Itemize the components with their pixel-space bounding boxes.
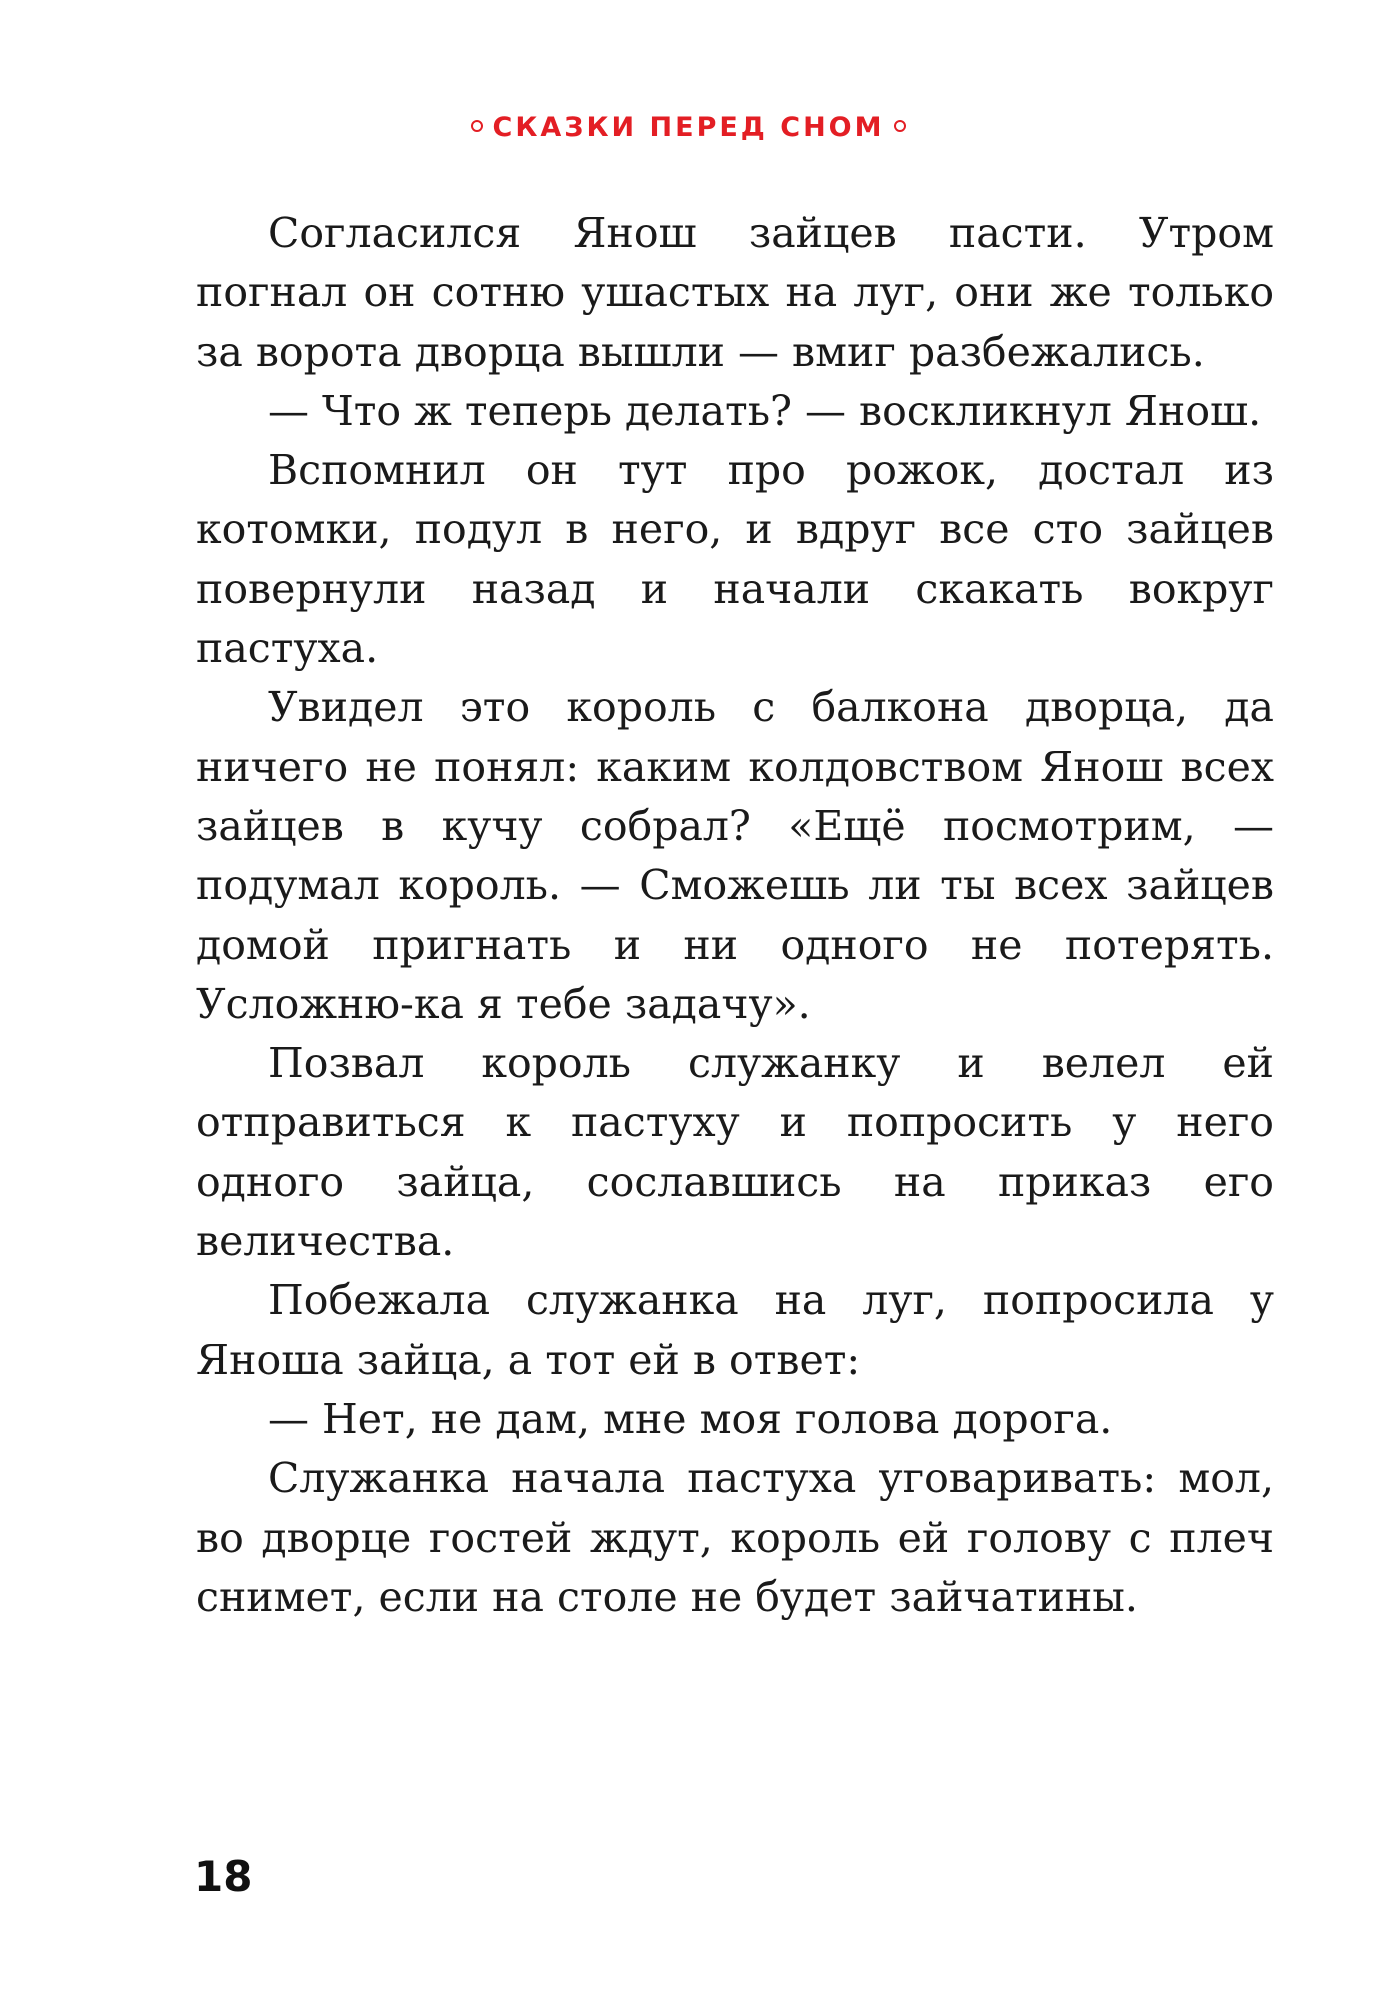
paragraph: Служанка начала пастуха уговаривать: мол, во дворце гостей ждут, король ей голову с плеч снимет, если на столе не будет зайчатины. — [196, 1454, 1274, 1621]
paragraph: — Что ж теперь делать? — воскликнул Янош. — [268, 386, 1262, 435]
header-ornament-right-icon — [894, 120, 906, 132]
paragraph: Вспомнил он тут про рожок, достал из котомки, подул в него, и вдруг все сто зайцев повернули назад и начали скакать вокруг пастуха. — [196, 446, 1274, 673]
story-text — [196, 204, 1274, 1627]
paragraph: Позвал король служанку и велел ей отправиться к пастуху и попросить у него одного зайца, сославшись на приказ его величества. — [196, 1039, 1274, 1266]
paragraph: Увидел это король с балкона дворца, да ничего не понял: каким колдовством Янош всех зайцев в кучу собрал? «Ещё посмотрим, — подумал король. — Сможешь ли ты всех зайцев домой пригнать и ни одного не потерять. Усложню-ка я тебе задачу». — [196, 683, 1274, 1028]
header-ornament-left-icon — [471, 120, 483, 132]
paragraph: Согласился Янош зайцев пасти. Утром погнал он сотню ушастых на луг, они же только за ворота дворца вышли — вмиг разбежались. — [196, 209, 1274, 376]
paragraph: Побежала служанка на луг, попросила у Яноша зайца, а тот ей в ответ: — [196, 1276, 1274, 1384]
running-header — [0, 112, 1377, 143]
paragraph: — Нет, не дам, мне моя голова дорога. — [268, 1394, 1113, 1443]
header-title: СКАЗКИ ПЕРЕД СНОМ — [492, 112, 885, 143]
page-number: 18 — [194, 1852, 253, 1901]
